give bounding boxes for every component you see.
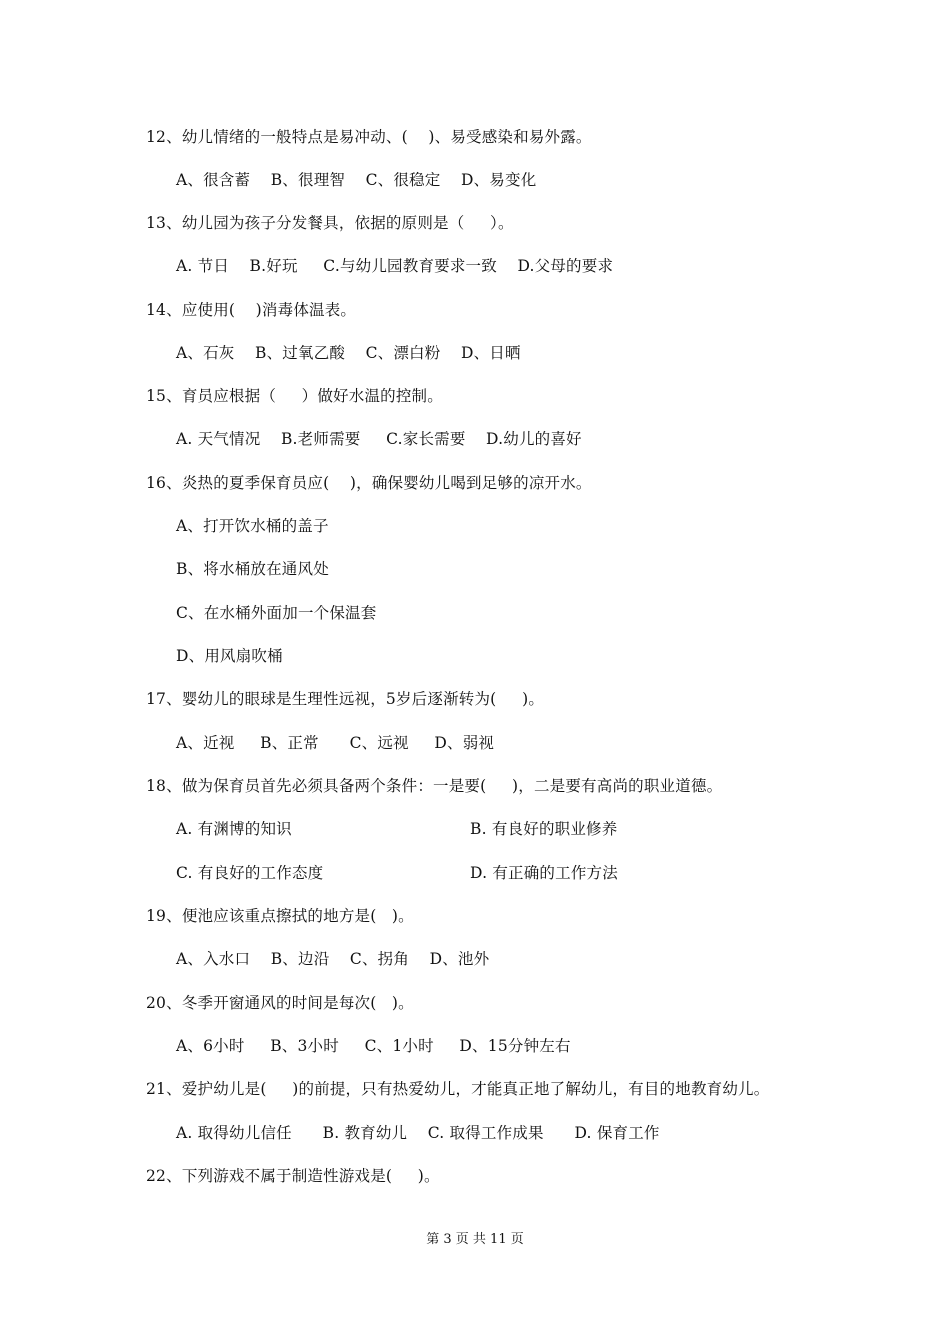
question-12-options: A、很含蓄 B、很理智 C、很稳定 D、易变化 — [176, 171, 537, 189]
question-14-options: A、石灰 B、过氧乙酸 C、漂白粉 D、日晒 — [176, 344, 521, 362]
question-16: 16、炎热的夏季保育员应( )，确保婴幼儿喝到足够的凉开水。 — [146, 474, 592, 492]
question-16-option-c: C、在水桶外面加一个保温套 — [176, 604, 377, 622]
question-17-options: A、近视 B、正常 C、远视 D、弱视 — [176, 734, 495, 752]
question-18-option-c: C. 有良好的工作态度 — [176, 864, 324, 882]
question-21-options: A. 取得幼儿信任 B. 教育幼儿 C. 取得工作成果 D. 保育工作 — [176, 1124, 660, 1142]
question-20: 20、冬季开窗通风的时间是每次( )。 — [146, 994, 414, 1012]
page-footer: 第 3 页 共 11 页 — [426, 1232, 524, 1247]
question-22: 22、下列游戏不属于制造性游戏是( )。 — [146, 1167, 440, 1185]
question-19: 19、便池应该重点擦拭的地方是( )。 — [146, 907, 414, 925]
question-18-option-b: B. 有良好的职业修养 — [470, 820, 618, 838]
question-14: 14、应使用( )消毒体温表。 — [146, 301, 357, 319]
question-15-options: A. 天气情况 B.老师需要 C.家长需要 D.幼儿的喜好 — [176, 430, 582, 448]
question-13: 13、幼儿园为孩子分发餐具，依据的原则是（ ）。 — [146, 214, 514, 232]
question-16-option-a: A、打开饮水桶的盖子 — [176, 517, 329, 535]
question-16-option-b: B、将水桶放在通风处 — [176, 560, 329, 578]
question-21: 21、爱护幼儿是( )的前提，只有热爱幼儿，才能真正地了解幼儿，有目的地教育幼儿。 — [146, 1080, 770, 1098]
question-12: 12、幼儿情绪的一般特点是易冲动、( )、易受感染和易外露。 — [146, 128, 592, 146]
question-19-options: A、入水口 B、边沿 C、拐角 D、池外 — [176, 950, 490, 968]
question-16-option-d: D、用风扇吹桶 — [176, 647, 283, 665]
question-18-option-a: A. 有渊博的知识 — [176, 820, 292, 838]
question-13-options: A. 节日 B.好玩 C.与幼儿园教育要求一致 D.父母的要求 — [176, 257, 614, 275]
question-18-option-d: D. 有正确的工作方法 — [470, 864, 618, 882]
question-17: 17、婴幼儿的眼球是生理性远视，5岁后逐渐转为( )。 — [146, 690, 545, 708]
question-20-options: A、6小时 B、3小时 C、1小时 D、15分钟左右 — [176, 1037, 571, 1055]
question-18: 18、做为保育员首先必须具备两个条件：一是要( )，二是要有高尚的职业道德。 — [146, 777, 723, 795]
question-15: 15、育员应根据（ ）做好水温的控制。 — [146, 387, 443, 405]
